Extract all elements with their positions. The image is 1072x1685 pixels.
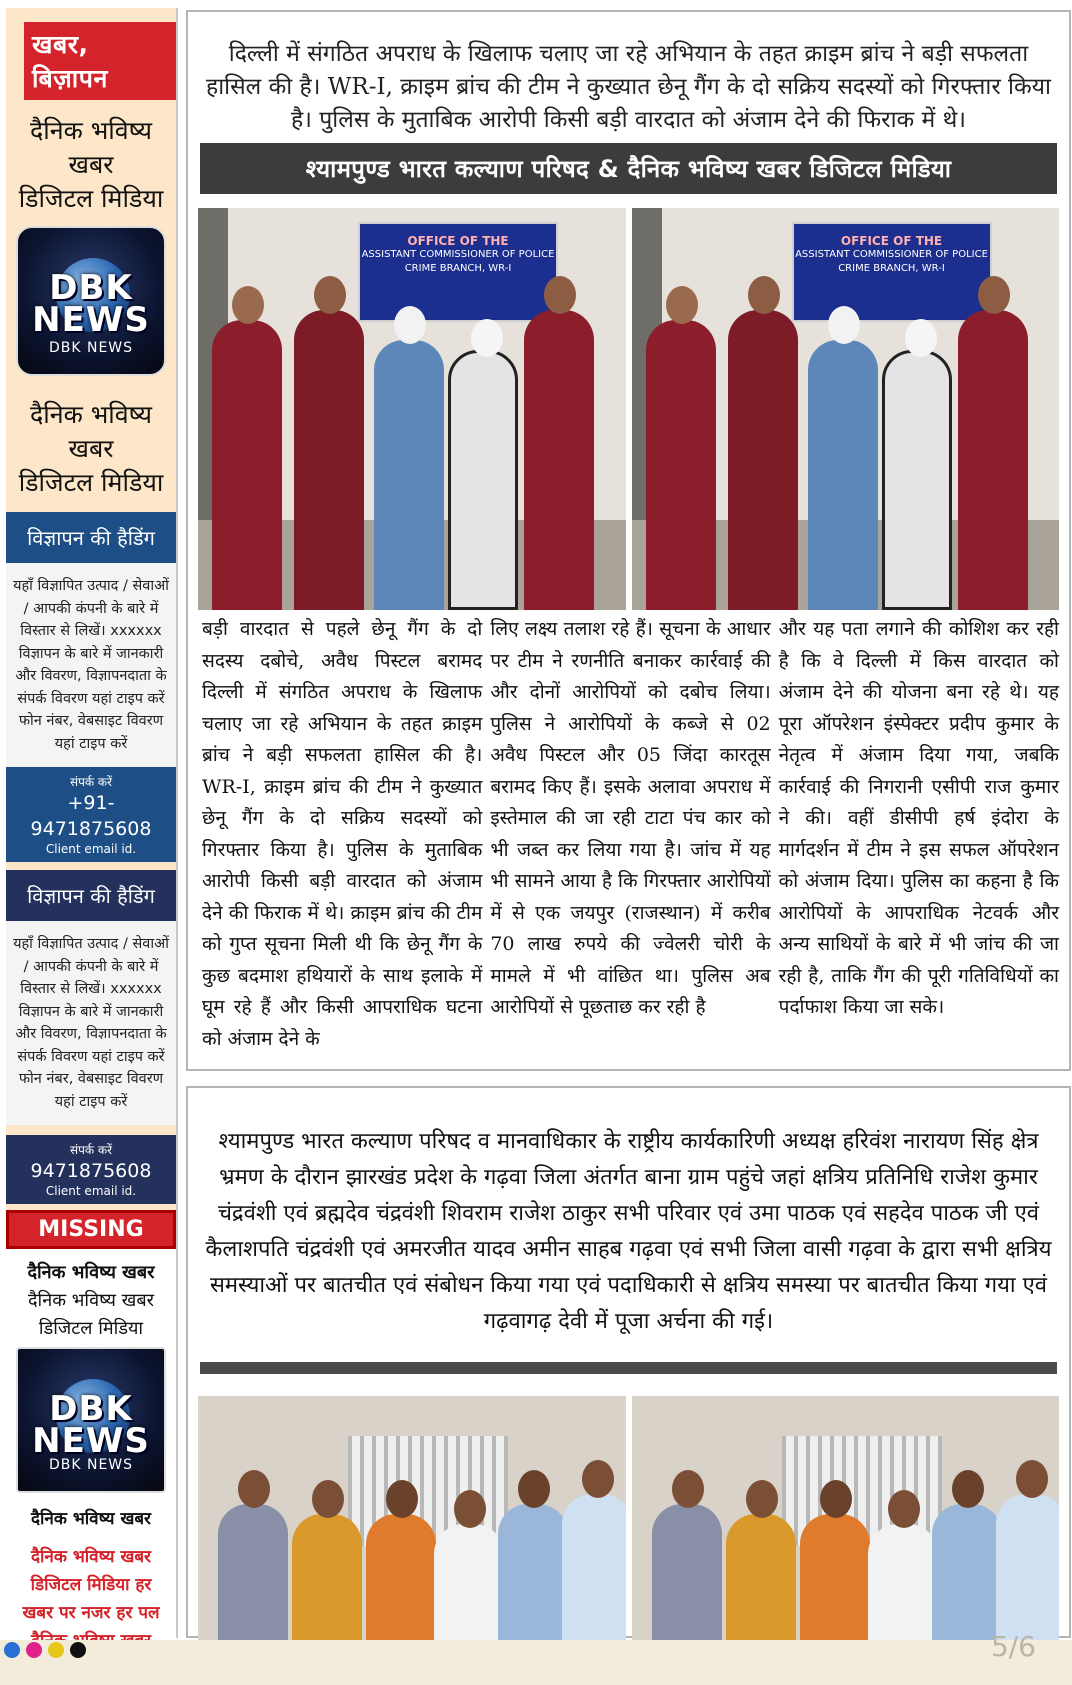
ad1-body: यहाँ विज्ञापित उत्पाद / सेवाओं / आपकी कंपनी के बारे में विस्तार से लिखें। xxxxxx विज्ञापन के बारे में जानकारी और विवरण, विज्ञापनदाता के संपर्क विवरण यहां टाइप करें फोन नंबर, वेबसाइट विवरण यहां टाइप करें	[6, 563, 176, 767]
board-line3: CRIME BRANCH, WR-I	[404, 263, 512, 274]
story2-paragraph: श्यामपुण्ड भारत कल्याण परिषद व मानवाधिकार के राष्ट्रीय कार्यकारिणी अध्यक्ष हरिवंश नारायण सिंह क्षेत्र भ्रमण के दौरान झारखंड प्रदेश के गढ़वा जिला अंतर्गत बाना ग्राम पहुंचे जहां क्षत्रिय प्रतिनिधि राजेश कुमार चंद्रवंशी एवं ब्रह्मदेव चंद्रवंशी शिवराम राजेश ठाकुर सभी परिवार एवं उमा पाठक एवं सहदेव पाठक जी एवं कैलाशपति चंद्रवंशी एवं अमरजीत यादव अमीन साहब गढ़वा एवं सभी जिला वासी गढ़वा के द्वारा सभी क्षत्रिय समस्याओं पर बातचीत एवं संबोधन किया गया एवं पदाधिकारी से क्षत्रिय समस्या पर बातचीत किया गया एवं गढ़वागढ़ देवी में पूजा अर्चना की गई।	[205, 1129, 1052, 1334]
page-dot-blue[interactable]	[4, 1642, 20, 1658]
logo2-wordmark: DBK NEWS	[32, 1389, 150, 1461]
sidebar-title	[6, 114, 176, 216]
logo-wordmark: DBK NEWS	[32, 268, 150, 340]
sidebar-title-2	[6, 398, 176, 500]
story2-frame	[186, 1086, 1071, 1638]
sidebar-tag: खबर, बिज़ापन	[24, 22, 176, 100]
page-indicator: 5/6	[990, 1630, 1036, 1663]
ad2-contact-email[interactable]: Client email id.	[45, 1184, 137, 1198]
red-line1: दैनिक भविष्य खबर	[30, 1547, 152, 1567]
story2-divider	[200, 1362, 1057, 1374]
missing-line3: डिजिटल मिडिया	[38, 1318, 144, 1339]
page-dot-pink[interactable]	[26, 1642, 42, 1658]
story1-photos	[198, 208, 1059, 610]
sidebar-red-slogan	[6, 1543, 176, 1655]
ad2-heading: विज्ञापन की हैडिंग	[6, 870, 176, 921]
missing-line2: दैनिक भविष्य खबर	[28, 1290, 154, 1311]
story1-article	[188, 610, 1069, 1069]
office-board	[358, 222, 558, 322]
sidebar-title-line1: दैनिक भविष्य खबर	[29, 116, 153, 179]
story1-intro: दिल्ली में संगठित अपराध के खिलाफ चलाए जा रहे अभियान के तहत क्राइम ब्रांच ने बड़ी सफलता हासिल की है। WR-I, क्राइम ब्रांच की टीम ने कुख्यात छेनू गैंग के दो सक्रिय सदस्यों को गिरफ्तार किया है। पुलिस के मुताबिक आरोपी किसी बड़ी वारदात को अंजाम देने की फिराक में थे।	[206, 41, 1051, 133]
story1-col3: और यह पता लगाने की कोशिश कर रही है कि वे दिल्ली में किस वारदात को अंजाम देने की योजना बना रहे थे। यह पूरा ऑपरेशन इंस्पेक्टर प्रदीप कुमार के नेतृत्व में अंजाम दिया गया, जबकि कार्रवाई की निगरानी एसीपी राज कुमार ने की। वहीं डीसीपी हर्ष इंदोरा के मार्गदर्शन में टीम ने इस सफल ऑपरेशन को अंजाम दिया। पुलिस का कहना है कि आरोपियों के आपराधिक नेटवर्क और अन्य साथियों के बारे में भी जांच की जा रही है, ताकि गैंग की पूरी गतिविधियों का पर्दाफाश किया जा सके।	[778, 618, 1059, 1018]
board2-line3: CRIME BRANCH, WR-I	[838, 263, 945, 274]
story1-col2: लिए लक्ष्य तलाश रहे हैं। सूचना के आधार पर टीम ने रणनीति बनाकर कार्रवाई की और दोनों आरोपियों को दबोच लिया। पुलिस ने आरोपियों के कब्जे से 02 अवैध पिस्टल और 05 जिंदा कारतूस बरामद किए हैं। इसके अलावा अपराध में इस्तेमाल की जा रही टाटा पंच कार को भी जब्त कर लिया गया है। जांच में यह भी सामने आया है कि गिरफ्तार आरोपियों में से एक जयपुर (राजस्थान) में करीब 70 लाख रुपये की ज्वेलरी चोरी के मामले में भी वांछित था। पुलिस अब आरोपियों से पूछताछ कर रही है	[490, 618, 771, 1018]
bottom-bar	[0, 1640, 1072, 1685]
ad2-contact-number[interactable]: 9471875608	[30, 1160, 152, 1182]
story1-banner: श्यामपुण्ड भारत कल्याण परिषद & दैनिक भविष्य खबर डिजिटल मिडिया	[200, 143, 1057, 194]
dbk-news-logo[interactable]	[16, 226, 166, 376]
office-board-2	[792, 222, 992, 322]
sidebar-foot-title: दैनिक भविष्य खबर	[30, 1509, 152, 1529]
ad2-contact[interactable]	[6, 1135, 176, 1204]
story1-photo-left[interactable]	[198, 208, 626, 610]
board-line1: OFFICE OF THE	[407, 234, 509, 248]
story1-photo-right[interactable]	[632, 208, 1060, 610]
ad1-contact[interactable]	[6, 767, 176, 862]
ad1-heading: विज्ञापन की हैडिंग	[6, 512, 176, 563]
missing-badge: MISSING	[6, 1210, 176, 1249]
missing-line1: दैनिक भविष्य खबर	[27, 1262, 155, 1283]
page-dot-yellow[interactable]	[48, 1642, 64, 1658]
red-line3: खबर पर नजर हर पल	[22, 1603, 160, 1623]
page-dot-black[interactable]	[70, 1642, 86, 1658]
sidebar-title2-line1: दैनिक भविष्य खबर	[29, 400, 153, 463]
ad1-contact-label: संपर्क करें	[69, 775, 113, 789]
ad1-contact-number[interactable]: +91-9471875608	[30, 792, 152, 840]
board-line2: ASSISTANT COMMISSIONER OF POLICE	[361, 249, 555, 260]
story1-frame	[186, 10, 1071, 1071]
logo2-caption: DBK NEWS	[48, 1457, 134, 1473]
ad1-contact-email[interactable]: Client email id.	[45, 842, 137, 856]
ad2-body: यहाँ विज्ञापित उत्पाद / सेवाओं / आपकी कंपनी के बारे में विस्तार से लिखें। xxxxxx विज्ञापन के बारे में जानकारी और विवरण, विज्ञापनदाता के संपर्क विवरण यहां टाइप करें फोन नंबर, वेबसाइट विवरण यहां टाइप करें	[6, 921, 176, 1125]
sidebar-title2-line2: डिजिटल मिडिया	[18, 468, 164, 497]
logo-caption: DBK NEWS	[48, 340, 134, 356]
sidebar	[6, 8, 178, 1638]
red-line2: डिजिटल मिडिया हर	[30, 1575, 152, 1595]
sidebar-title-line2: डिजिटल मिडिया	[18, 184, 164, 213]
missing-section	[6, 1249, 176, 1659]
ad2-contact-label: संपर्क करें	[69, 1143, 113, 1157]
story1-col1: बड़ी वारदात से पहले छेनू गैंग के दो सदस्य दबोचे, अवैध पिस्टल बरामद दिल्ली में संगठित अपराध के खिलाफ चलाए जा रहे अभियान के तहत क्राइम ब्रांच ने बड़ी सफलता हासिल की है। WR-I, क्राइम ब्रांच की टीम ने कुख्यात छेनू गैंग के दो सक्रिय सदस्यों को गिरफ्तार किया है। पुलिस के मुताबिक आरोपी किसी बड़ी वारदात को अंजाम देने की फिराक में थे। क्राइम ब्रांच की टीम को गुप्त सूचना मिली थी कि छेनू गैंग के कुछ बदमाश हथियारों के साथ इलाके में घूम रहे हैं और किसी आपराधिक घटना को अंजाम देने के	[202, 618, 483, 1050]
board2-line2: ASSISTANT COMMISSIONER OF POLICE	[795, 249, 988, 260]
board2-line1: OFFICE OF THE	[840, 234, 943, 248]
dbk-news-logo-2[interactable]	[16, 1347, 166, 1493]
